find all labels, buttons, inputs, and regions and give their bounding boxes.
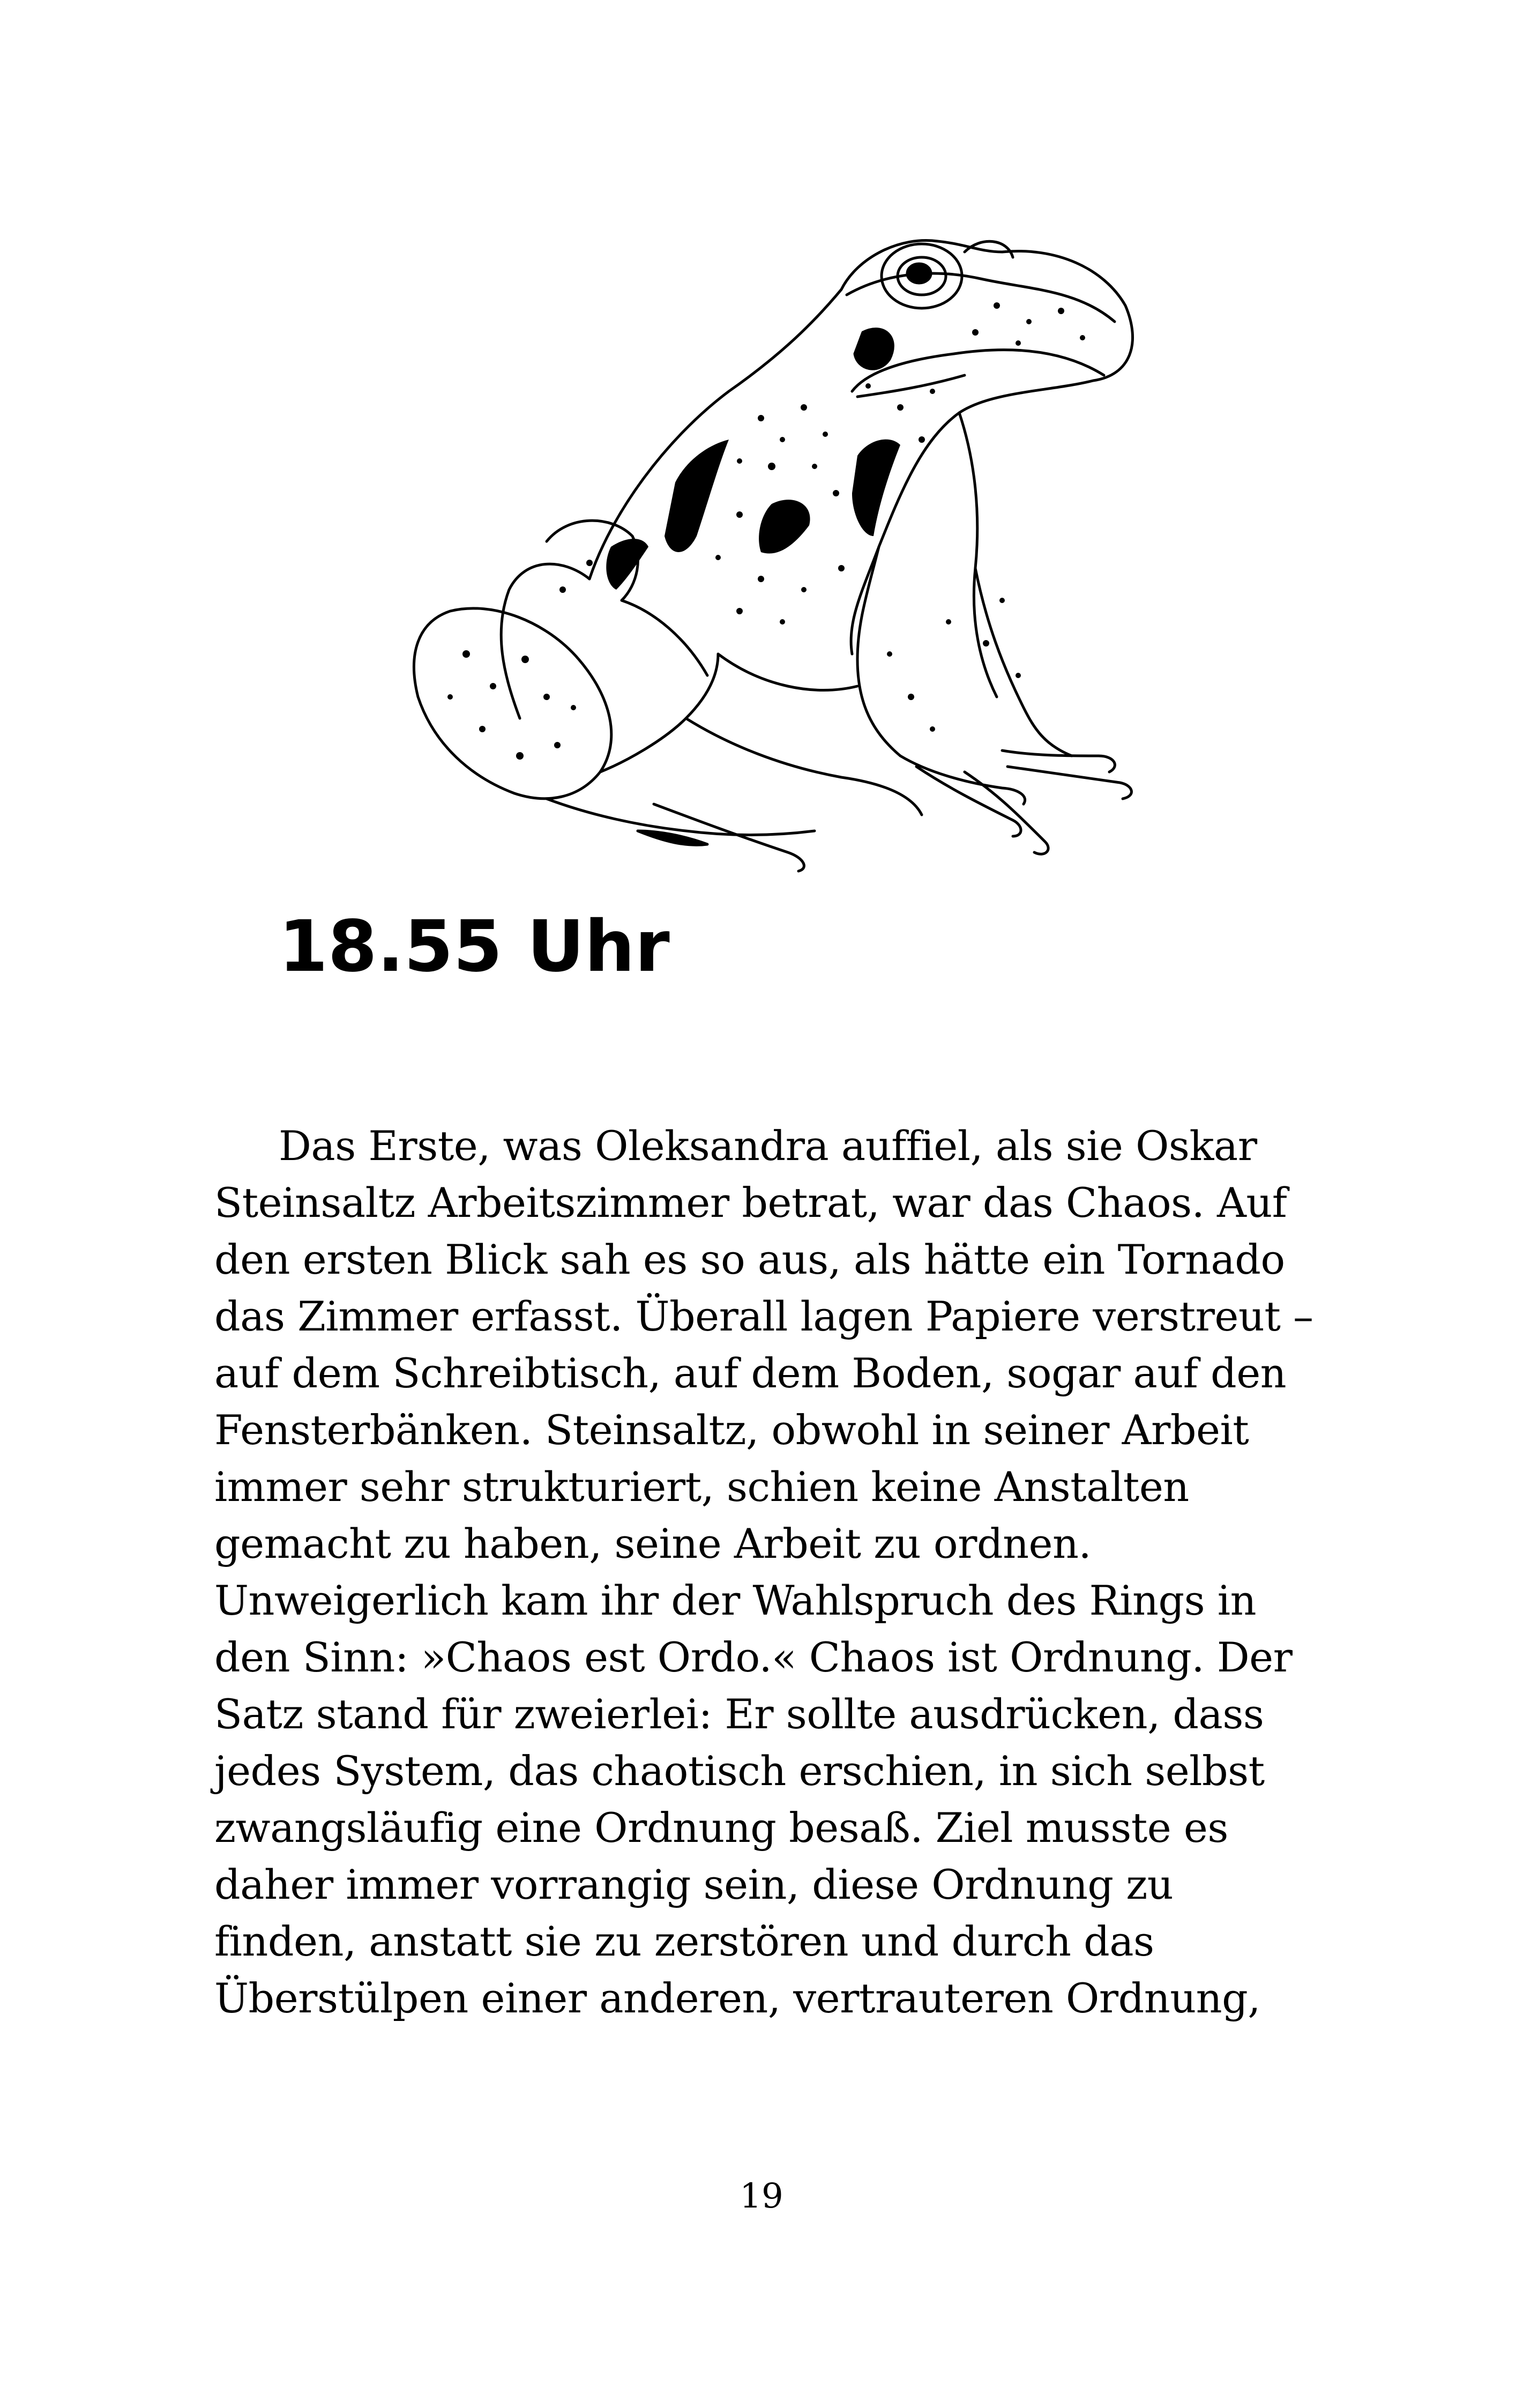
- text-line: finden, anstatt sie zu zerstören und durch das: [214, 1918, 1154, 1965]
- text-line: Steinsaltz Arbeitszimmer betrat, war das Chaos. Auf: [214, 1179, 1287, 1227]
- text-line: Fensterbänken. Steinsaltz, obwohl in seiner Arbeit: [214, 1406, 1249, 1454]
- text-line: Unweigerlich kam ihr der Wahlspruch des Rings in: [214, 1577, 1257, 1624]
- text-line: Überstülpen einer anderen, vertrauteren Ordnung,: [214, 1974, 1260, 2022]
- frog-drawing: [386, 214, 1147, 885]
- text-line: daher immer vorrangig sein, diese Ordnung zu: [214, 1861, 1174, 1908]
- text-line: das Zimmer erfasst. Überall lagen Papiere verstreut –: [214, 1292, 1313, 1340]
- body-paragraph: [214, 1118, 1318, 2027]
- text-line: zwangsläufig eine Ordnung besaß. Ziel musste es: [214, 1804, 1228, 1852]
- text-line: jedes System, das chaotisch erschien, in sich selbst: [214, 1747, 1265, 1795]
- text-line: gemacht zu haben, seine Arbeit zu ordnen.: [214, 1520, 1092, 1567]
- text-line: den ersten Blick sah es so aus, als hätte ein Tornado: [214, 1236, 1285, 1283]
- frog-illustration: [386, 214, 1147, 885]
- page-number: 19: [740, 2176, 783, 2216]
- chapter-title: 18.55 Uhr: [279, 905, 670, 988]
- text-line: Satz stand für zweierlei: Er sollte ausdrücken, dass: [214, 1690, 1264, 1738]
- text-line: auf dem Schreibtisch, auf dem Boden, sogar auf den: [214, 1349, 1287, 1397]
- text-line: immer sehr strukturiert, schien keine Anstalten: [214, 1463, 1189, 1511]
- text-line: den Sinn: »Chaos est Ordo.« Chaos ist Ordnung. Der: [214, 1633, 1293, 1681]
- text-line: Das Erste, was Oleksandra auffiel, als sie Oskar: [279, 1122, 1257, 1170]
